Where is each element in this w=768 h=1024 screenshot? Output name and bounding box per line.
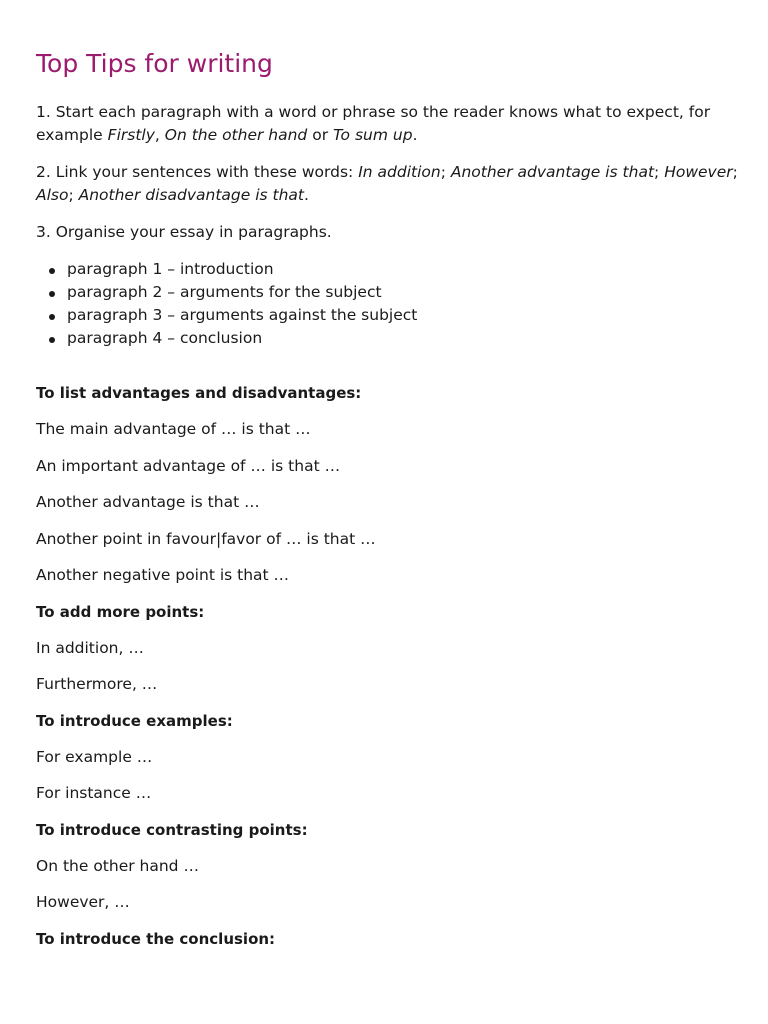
phrase-item: Another advantage is that … bbox=[36, 493, 260, 511]
tip-1-separator: , bbox=[154, 126, 165, 144]
section-heading: To introduce contrasting points: bbox=[36, 820, 308, 839]
tip-2-separator: ; bbox=[654, 163, 665, 181]
section-advantages bbox=[36, 382, 738, 587]
list-item: paragraph 4 – conclusion bbox=[36, 327, 738, 350]
section-heading: To introduce the conclusion: bbox=[36, 929, 276, 948]
tip-2-text: 2. Link your sentences with these words: bbox=[36, 163, 359, 181]
tip-2-example-also: Also bbox=[36, 186, 69, 204]
tip-2-separator: ; bbox=[440, 163, 451, 181]
section-conclusion bbox=[36, 928, 738, 951]
tip-2-example-in-addition: In addition bbox=[358, 163, 441, 181]
tip-3: 3. Organise your essay in paragraphs. bbox=[36, 223, 332, 241]
phrase-item: Furthermore, … bbox=[36, 675, 158, 693]
paragraph-list bbox=[36, 258, 738, 350]
phrase-item: An important advantage of … is that … bbox=[36, 456, 341, 475]
tip-2-end: . bbox=[304, 186, 309, 204]
phrase-item: On the other hand … bbox=[36, 856, 199, 875]
list-item: paragraph 1 – introduction bbox=[36, 258, 738, 281]
tip-2 bbox=[36, 161, 738, 207]
section-heading: To introduce examples: bbox=[36, 711, 233, 730]
section-add-points bbox=[36, 601, 738, 697]
phrase-item: However, … bbox=[36, 893, 130, 911]
tip-2-example-another-advantage: Another advantage is that bbox=[450, 163, 655, 181]
section-heading: To add more points: bbox=[36, 602, 205, 621]
phrase-item: Another negative point is that … bbox=[36, 566, 290, 584]
tip-1-example-firstly: Firstly bbox=[107, 126, 155, 144]
phrase-item: In addition, … bbox=[36, 638, 144, 657]
tip-1-end: . bbox=[412, 126, 418, 144]
tip-1-separator: or bbox=[307, 126, 333, 144]
tip-1-text: 1. Start each paragraph with a word or phrase so the reader knows what to expect, for example bbox=[36, 103, 711, 144]
tip-1-example-other-hand: On the other hand bbox=[164, 126, 308, 144]
phrase-item: For example … bbox=[36, 747, 153, 766]
tip-2-example-however: However bbox=[664, 163, 733, 181]
phrase-item: Another point in favour|favor of … is that … bbox=[36, 529, 376, 548]
section-heading: To list advantages and disadvantages: bbox=[36, 384, 362, 402]
section-examples bbox=[36, 710, 738, 806]
list-item: paragraph 2 – arguments for the subject bbox=[36, 281, 738, 304]
page-title: Top Tips for writing bbox=[36, 49, 273, 78]
tip-1 bbox=[36, 101, 738, 147]
section-contrasting bbox=[36, 819, 738, 915]
list-item: paragraph 3 – arguments against the subject bbox=[36, 304, 738, 327]
tip-2-example-another-disadvantage: Another disadvantage is that bbox=[78, 186, 304, 204]
phrase-item: The main advantage of … is that … bbox=[36, 420, 311, 438]
tip-1-example-sum-up: To sum up bbox=[333, 126, 413, 144]
tip-2-separator: ; bbox=[68, 186, 79, 204]
phrase-item: For instance … bbox=[36, 784, 152, 802]
tip-2-separator: ; bbox=[732, 163, 738, 181]
